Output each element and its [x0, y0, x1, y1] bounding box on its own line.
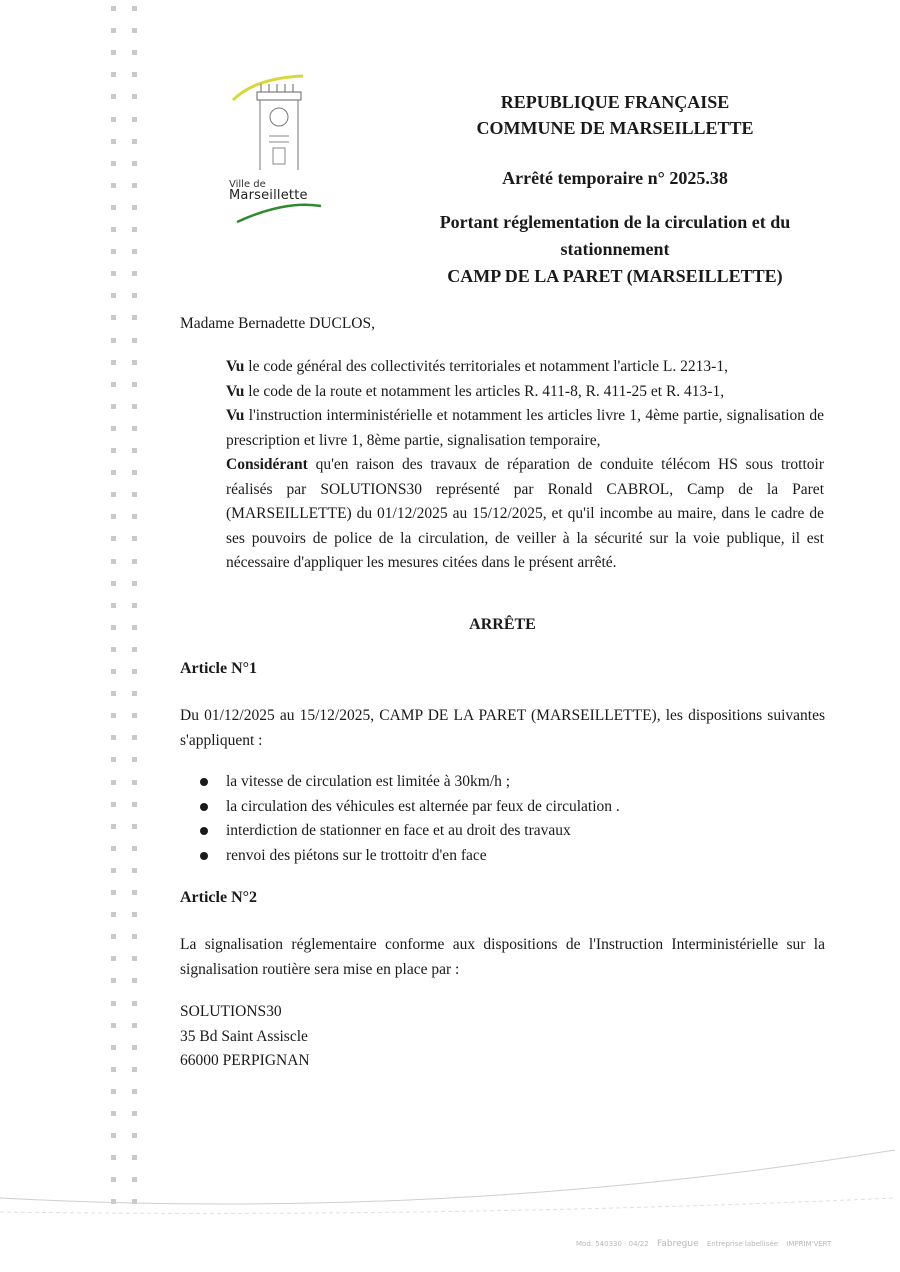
- header-republique: REPUBLIQUE FRANÇAISE: [500, 92, 730, 112]
- binder-dot: [111, 293, 116, 298]
- binder-dot: [132, 581, 137, 586]
- town-tower-logo: [225, 72, 335, 232]
- binder-dot: [111, 956, 116, 961]
- binder-dot: [132, 183, 137, 188]
- address-line: 66000 PERPIGNAN: [180, 1052, 310, 1069]
- binder-dot: [111, 691, 116, 696]
- binder-dot: [111, 647, 116, 652]
- article-2-title: Article N°2: [180, 889, 258, 906]
- considerant: Considérant qu'en raison des travaux de réparation de conduite télécom HS sous trottoir réalisés par SOLUTIONS30 représenté par Ronald CABROL, Camp de la Paret (MARSEILLETTE) du 01/12/2025 au 15/12/2025, et qu'il incombe au maire, dans le cadre de ses pouvoirs de police de la circulation, de veiller à la sécurité sur la voie publique, il est nécessaire d'appliquer les mesures citées dans le présent arrêté.: [226, 456, 824, 571]
- list-item: la circulation des véhicules est alternée par feux de circulation .: [200, 795, 820, 820]
- binder-dot: [111, 757, 116, 762]
- binder-dot: [111, 50, 116, 55]
- binder-dot: [132, 735, 137, 740]
- binder-dot: [111, 94, 116, 99]
- binder-dot: [132, 603, 137, 608]
- binder-dot: [132, 382, 137, 387]
- binder-dot: [111, 1133, 116, 1138]
- binder-dot: [132, 404, 137, 409]
- binder-dot: [132, 227, 137, 232]
- binder-dot: [132, 72, 137, 77]
- binder-dot: [111, 669, 116, 674]
- measures-list: [200, 770, 820, 868]
- binder-dot: [132, 161, 137, 166]
- portant-line-3: CAMP DE LA PARET (MARSEILLETTE): [447, 266, 783, 286]
- visas-block: [226, 355, 824, 576]
- article-1-text: Du 01/12/2025 au 15/12/2025, CAMP DE LA PARET (MARSEILLETTE), les dispositions suivantes s'appliquent :: [180, 707, 825, 749]
- binder-dot: [111, 161, 116, 166]
- binder-dot: [111, 338, 116, 343]
- binder-dot: [132, 117, 137, 122]
- binder-dot: [132, 669, 137, 674]
- list-item: interdiction de stationner en face et au droit des travaux: [200, 819, 820, 844]
- binder-dot: [111, 912, 116, 917]
- portant-line-2: stationnement: [560, 239, 670, 259]
- binder-dot: [111, 846, 116, 851]
- binder-dot: [111, 934, 116, 939]
- binder-dot: [111, 6, 116, 11]
- binder-dot: [111, 824, 116, 829]
- binder-dot: [111, 514, 116, 519]
- print-footer: [576, 1239, 837, 1249]
- binder-dot: [111, 360, 116, 365]
- arrete-heading: ARRÊTE: [469, 616, 536, 633]
- binder-dot: [132, 625, 137, 630]
- binder-dot: [111, 271, 116, 276]
- binder-dot: [132, 536, 137, 541]
- binder-dot: [111, 978, 116, 983]
- binder-dot: [132, 978, 137, 983]
- binder-dot: [132, 426, 137, 431]
- binder-dot: [111, 315, 116, 320]
- binder-dot: [132, 780, 137, 785]
- binder-dot: [132, 868, 137, 873]
- binder-dot: [132, 1089, 137, 1094]
- binder-dot: [132, 934, 137, 939]
- binder-dot: [132, 691, 137, 696]
- binder-dot: [132, 956, 137, 961]
- list-item: renvoi des piétons sur le trottoitr d'en face: [200, 844, 820, 869]
- binder-dot: [111, 581, 116, 586]
- contractor-address: [180, 1000, 825, 1074]
- binder-dot: [111, 117, 116, 122]
- binder-dot: [111, 780, 116, 785]
- address-line: SOLUTIONS30: [180, 1003, 282, 1020]
- binder-dot: [132, 1023, 137, 1028]
- binder-dot: [111, 249, 116, 254]
- binder-dot: [111, 1089, 116, 1094]
- binder-dot: [132, 139, 137, 144]
- bullet-icon: [200, 803, 208, 811]
- binder-dot: [111, 625, 116, 630]
- bullet-icon: [200, 827, 208, 835]
- binder-dot: [111, 1111, 116, 1116]
- binder-dot: [132, 912, 137, 917]
- binder-dot: [111, 802, 116, 807]
- binder-dot: [111, 139, 116, 144]
- binder-dot: [132, 249, 137, 254]
- binder-dot: [132, 28, 137, 33]
- bullet-icon: [200, 778, 208, 786]
- binder-dot: [111, 227, 116, 232]
- portant-title: [400, 209, 830, 290]
- vu-code-collectivites: Vu le code général des collectivités territoriales et notamment l'article L. 2213-1,: [226, 358, 728, 375]
- binder-dot: [132, 205, 137, 210]
- binder-dot: [111, 28, 116, 33]
- address-line: 35 Bd Saint Assiscle: [180, 1027, 308, 1045]
- binder-dot: [111, 536, 116, 541]
- header-commune: COMMUNE DE MARSEILLETTE: [476, 118, 754, 138]
- bullet-icon: [200, 852, 208, 860]
- binder-dot: [132, 492, 137, 497]
- binder-dot: [111, 426, 116, 431]
- binder-dots: [108, 0, 148, 1210]
- binder-dot: [111, 735, 116, 740]
- paper-edge-line: [0, 1140, 900, 1230]
- binder-dot: [111, 890, 116, 895]
- binder-dot: [132, 1001, 137, 1006]
- portant-line-1: Portant réglementation de la circulation et du: [439, 212, 791, 232]
- binder-dot: [111, 470, 116, 475]
- binder-dot: [132, 448, 137, 453]
- binder-dot: [132, 470, 137, 475]
- binder-dot: [132, 846, 137, 851]
- binder-dot: [111, 1023, 116, 1028]
- binder-dot: [111, 713, 116, 718]
- logo-text-ville-de: Ville de: [229, 179, 266, 190]
- binder-dot: [132, 713, 137, 718]
- maire-name: Madame Bernadette DUCLOS,: [180, 315, 375, 332]
- binder-dot: [132, 1067, 137, 1072]
- binder-dot: [111, 868, 116, 873]
- binder-dot: [111, 1067, 116, 1072]
- binder-dot: [132, 360, 137, 365]
- binder-dot: [132, 1045, 137, 1050]
- binder-dot: [111, 72, 116, 77]
- binder-dot: [111, 205, 116, 210]
- footer-label: Entreprise labellisée: [706, 1240, 779, 1248]
- arrete-number: Arrêté temporaire n° 2025.38: [502, 168, 728, 188]
- binder-dot: [132, 315, 137, 320]
- binder-dot: [132, 1111, 137, 1116]
- binder-dot: [111, 183, 116, 188]
- binder-dot: [132, 757, 137, 762]
- binder-dot: [111, 603, 116, 608]
- binder-dot: [132, 802, 137, 807]
- binder-dot: [132, 647, 137, 652]
- binder-dot: [132, 890, 137, 895]
- binder-dot: [132, 293, 137, 298]
- list-item: la vitesse de circulation est limitée à 30km/h ;: [200, 770, 820, 795]
- binder-dot: [111, 1045, 116, 1050]
- binder-dot: [111, 448, 116, 453]
- binder-dot: [132, 559, 137, 564]
- footer-brand: Fabregue: [657, 1239, 699, 1249]
- footer-mod: Mod. 540330 · 04/22: [576, 1240, 649, 1248]
- footer-imprim: IMPRIM'VERT: [786, 1240, 832, 1248]
- article-1-title: Article N°1: [180, 660, 258, 677]
- binder-dot: [111, 559, 116, 564]
- binder-dot: [132, 94, 137, 99]
- binder-dot: [132, 338, 137, 343]
- binder-dot: [132, 50, 137, 55]
- logo-text-marseillette: Marseillette: [229, 188, 308, 203]
- vu-code-route: Vu le code de la route et notamment les articles R. 411-8, R. 411-25 et R. 413-1,: [226, 382, 725, 400]
- binder-dot: [132, 514, 137, 519]
- binder-dot: [111, 492, 116, 497]
- binder-dot: [132, 6, 137, 11]
- vu-instruction: Vu l'instruction interministérielle et notamment les articles livre 1, 4ème partie, signalisation de prescription et livre 1, 8ème partie, signalisation temporaire,: [226, 407, 824, 449]
- binder-dot: [132, 1133, 137, 1138]
- binder-dot: [111, 404, 116, 409]
- binder-dot: [132, 271, 137, 276]
- binder-dot: [111, 1001, 116, 1006]
- article-2-text: La signalisation réglementaire conforme aux dispositions de l'Instruction Interministérielle sur la signalisation routière sera mise en place par :: [180, 936, 825, 978]
- binder-dot: [132, 824, 137, 829]
- binder-dot: [111, 382, 116, 387]
